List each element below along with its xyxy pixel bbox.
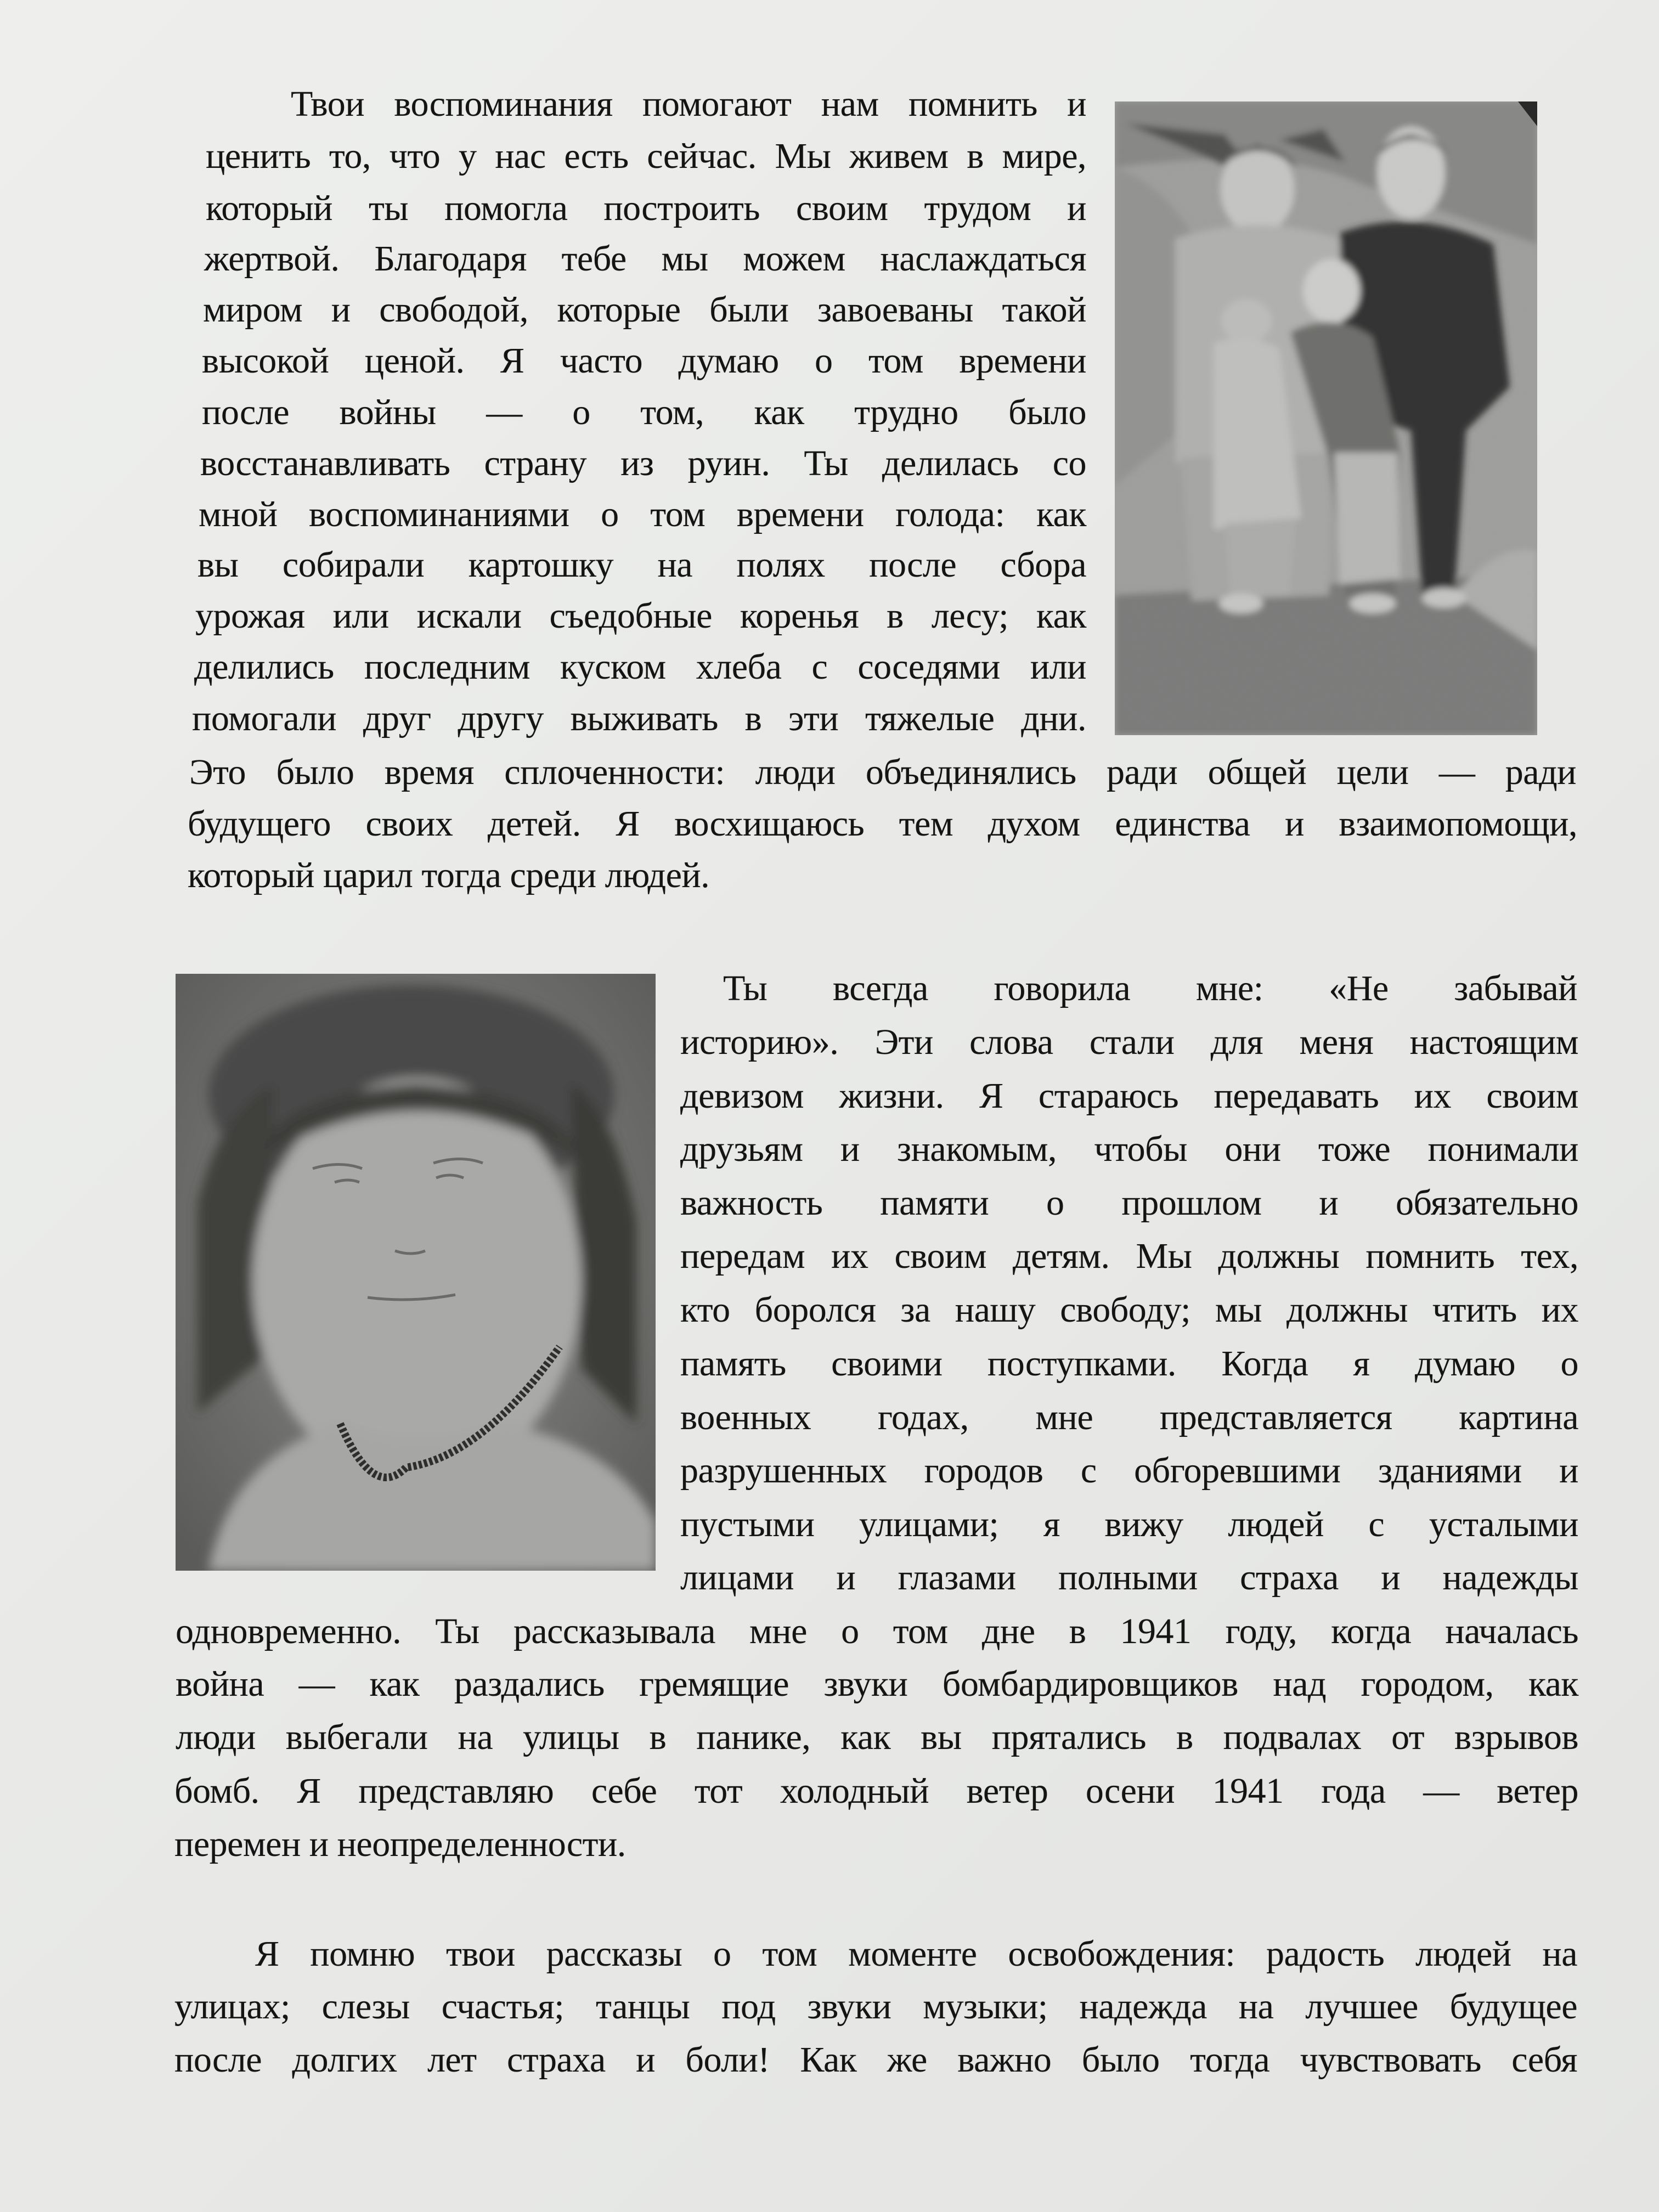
text-line: восстанавливать страну из руин. Ты делилась со	[200, 443, 1086, 483]
text-line: передам их своим детям. Мы должны помнить тех,	[680, 1236, 1578, 1276]
text-line: жертвой. Благодаря тебе мы можем наслаждаться	[204, 239, 1086, 279]
text-line: который ты помогла построить своим трудом и	[206, 188, 1086, 228]
text-line: миром и свободой, которые были завоеваны такой	[203, 290, 1086, 330]
text-line: после долгих лет страха и боли! Как же важно было тогда чувствовать себя	[174, 2040, 1577, 2080]
text-line: после войны — о том, как трудно было	[202, 392, 1086, 432]
text-line: важность памяти о прошлом и обязательно	[680, 1183, 1578, 1223]
text-line: люди выбегали на улицы в панике, как вы прятались в подвалах от взрывов	[176, 1717, 1578, 1757]
text-line: улицах; слезы счастья; танцы под звуки музыки; надежда на лучшее будущее	[174, 1987, 1577, 2027]
family-photo	[1115, 101, 1537, 735]
text-line: историю». Эти слова стали для меня настоящим	[680, 1022, 1578, 1062]
text-line: делились последним куском хлеба с соседями или	[194, 647, 1086, 687]
text-line: ценить то, что у нас есть сейчас. Мы живем в мире,	[206, 136, 1086, 176]
text-line: бомб. Я представляю себе тот холодный ветер осени 1941 года — ветер	[174, 1771, 1578, 1811]
text-line: Твои воспоминания помогают нам помнить и	[291, 84, 1086, 124]
text-line: Я помню твои рассказы о том моменте освобождения: радость людей на	[255, 1934, 1577, 1974]
text-line: друзьям и знакомым, чтобы они тоже понимали	[680, 1129, 1578, 1169]
text-line: мной воспоминаниями о том времени голода: как	[199, 494, 1086, 534]
text-line: девизом жизни. Я стараюсь передавать их своим	[680, 1076, 1578, 1116]
text-line: кто боролся за нашу свободу; мы должны чтить их	[680, 1290, 1578, 1330]
text-line: вы собирали картошку на полях после сбора	[198, 545, 1086, 585]
text-line: урожая или искали съедобные коренья в лесу; как	[195, 596, 1086, 636]
text-line: военных годах, мне представляется картина	[680, 1397, 1578, 1437]
text-line: перемен и неопределенности.	[174, 1824, 626, 1864]
portrait-photo-image	[176, 974, 656, 1571]
text-line: память своими поступками. Когда я думаю о	[680, 1344, 1578, 1384]
text-line: высокой ценой. Я часто думаю о том времени	[202, 341, 1086, 381]
text-line: война — как раздались гремящие звуки бомбардировщиков над городом, как	[176, 1664, 1578, 1704]
text-line: который царил тогда среди людей.	[188, 855, 710, 895]
text-line: помогали друг другу выживать в эти тяжелые дни.	[192, 698, 1086, 738]
text-line: Ты всегда говорила мне: «Не забывай	[723, 968, 1577, 1008]
family-photo-image	[1115, 101, 1537, 735]
text-line: будущего своих детей. Я восхищаюсь тем духом единства и взаимопомощи,	[188, 804, 1577, 844]
text-line: Это было время сплоченности: люди объединялись ради общей цели — ради	[189, 752, 1576, 792]
text-line: разрушенных городов с обгоревшими зданиями и	[680, 1451, 1578, 1491]
text-line: пустыми улицами; я вижу людей с усталыми	[680, 1504, 1578, 1544]
text-line: лицами и глазами полными страха и надежды	[680, 1558, 1578, 1598]
text-line: одновременно. Ты рассказывала мне о том дне в 1941 году, когда началась	[176, 1611, 1578, 1651]
portrait-photo	[176, 974, 656, 1571]
